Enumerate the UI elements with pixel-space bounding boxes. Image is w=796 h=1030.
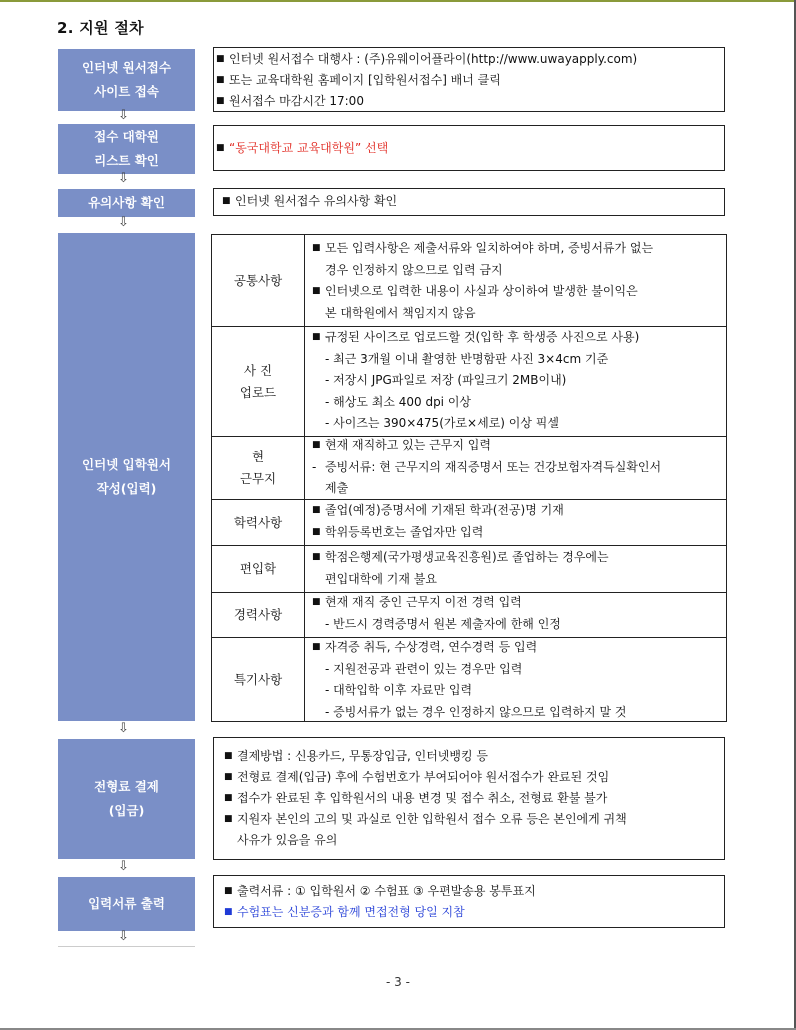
bullet-icon: ■	[312, 505, 321, 515]
row-content	[312, 435, 722, 500]
bullet-icon: ■	[312, 332, 321, 342]
box-line-highlight: “동국대학교 교육대학원” 선택	[229, 141, 389, 155]
row-label-line: 현	[251, 449, 265, 464]
bullet-icon: ■	[312, 286, 321, 296]
step-write-application	[58, 233, 195, 721]
step-label-line: 유의사항 확인	[88, 195, 165, 210]
row-line: 제출	[325, 481, 349, 495]
step-label-line: 인터넷 원서접수	[82, 60, 171, 75]
box-line: 출력서류 : ① 입학원서 ② 수험표 ③ 우편발송용 봉투표지	[237, 884, 536, 898]
bullet-icon: ■	[224, 772, 233, 782]
dash-mark: -	[312, 459, 317, 474]
row-content	[312, 327, 722, 435]
row-line: 본 대학원에서 책임지지 않음	[325, 305, 476, 320]
row-line: 자격증 취득, 수상경력, 연수경력 등 입력	[325, 640, 538, 654]
step-site-access	[58, 49, 195, 111]
box-site-access	[213, 47, 725, 112]
box-line-highlight: 수험표는 신분증과 함께 면접전형 당일 지참	[237, 905, 465, 919]
application-detail-table	[211, 234, 727, 722]
box-line: 전형료 결제(입금) 후에 수험번호가 부여되어야 원서접수가 완료된 것임	[237, 770, 610, 784]
row-line: - 대학입학 이후 자료만 입력	[325, 683, 473, 697]
row-label: 편입학	[212, 546, 305, 592]
bullet-icon	[312, 680, 325, 702]
row-label: 경력사항	[212, 593, 305, 637]
row-line: 학위등록번호는 졸업자만 입력	[325, 524, 484, 539]
bullet-icon	[312, 702, 325, 724]
row-label-line: 업로드	[239, 384, 277, 400]
bullet-icon: ■	[216, 54, 225, 64]
bullet-icon	[312, 614, 325, 636]
box-list-check	[213, 125, 725, 171]
divider	[58, 946, 195, 947]
down-arrow-icon: ⇩	[118, 215, 129, 230]
bullet-icon: ■	[312, 526, 321, 537]
bullet-icon: ■	[216, 143, 225, 153]
row-label: 특기사항	[212, 638, 305, 721]
bullet-icon: ■	[312, 552, 321, 562]
step-label-line: 입력서류 출력	[88, 896, 165, 911]
bullet-icon: ■	[216, 96, 225, 106]
row-label	[212, 327, 305, 436]
row-label-line: 근무지	[239, 471, 277, 486]
row-content	[312, 547, 722, 590]
box-print-documents	[213, 875, 725, 928]
row-line: - 사이즈는 390×475(가로×세로) 이상 픽셀	[325, 416, 559, 430]
step-label-line: 작성(입력)	[96, 481, 157, 496]
step-label-line: 리스트 확인	[94, 153, 159, 168]
bullet-icon: ■	[224, 907, 233, 917]
box-line: 인터넷 원서접수 대행사 : (주)유웨이어플라이(http://www.uwayapply.com)	[229, 52, 638, 66]
row-label: 학력사항	[212, 500, 305, 545]
bullet-icon	[312, 260, 325, 282]
bullet-icon: ■	[216, 75, 225, 85]
row-line: - 저장시 JPG파일로 저장 (파일크기 2MB이내)	[325, 373, 567, 387]
bullet-icon	[312, 370, 325, 392]
box-line: 지원자 본인의 고의 및 과실로 인한 입학원서 접수 오류 등은 본인에게 귀책	[237, 812, 627, 826]
row-content	[312, 500, 722, 543]
row-line: 증빙서류: 현 근무지의 재직증명서 또는 건강보험자격득실확인서	[325, 459, 662, 474]
box-line: 인터넷 원서접수 유의사항 확인	[235, 194, 398, 208]
step-list-check	[58, 124, 195, 174]
row-line: - 증빙서류가 없는 경우 인정하지 않으므로 입력하지 말 것	[325, 704, 627, 719]
page-number: - 3 -	[386, 975, 410, 989]
row-content	[312, 592, 722, 635]
row-line: 경우 인정하지 않으므로 입력 금지	[325, 262, 503, 277]
step-label-line: 전형료 결제	[94, 779, 159, 794]
bullet-icon: ■	[224, 814, 233, 824]
step-notice-check	[58, 189, 195, 217]
bullet-icon	[312, 392, 325, 414]
row-label: 공통사항	[212, 235, 305, 326]
step-label-line: 사이트 접속	[94, 84, 159, 99]
table-row-education	[212, 500, 726, 546]
table-row-special	[212, 638, 726, 721]
bullet-icon	[312, 303, 325, 325]
section-title: 2. 지원 절차	[57, 19, 144, 37]
box-line: 또는 교육대학원 홈페이지 [입학원서접수] 배너 클릭	[229, 73, 501, 87]
step-label-line: (입금)	[108, 803, 145, 818]
down-arrow-icon: ⇩	[118, 721, 129, 736]
bullet-icon: ■	[224, 793, 233, 803]
bullet-icon: ■	[312, 440, 321, 450]
row-line: 규정된 사이즈로 업로드할 것(입학 후 학생증 사진으로 사용)	[325, 330, 640, 344]
row-content	[312, 637, 722, 723]
row-label	[212, 437, 305, 499]
row-label-line: 사 진	[243, 362, 273, 378]
table-row-career	[212, 593, 726, 638]
table-row-photo	[212, 327, 726, 437]
row-line: 모든 입력사항은 제출서류와 일치하여야 하며, 증빙서류가 없는	[325, 241, 654, 255]
row-line: 학점은행제(국가평생교육진흥원)로 졸업하는 경우에는	[325, 550, 609, 564]
box-line: 접수가 완료된 후 입학원서의 내용 변경 및 접수 취소, 전형료 환불 불가	[237, 791, 608, 805]
bullet-icon	[312, 659, 325, 681]
box-fee-payment	[213, 737, 725, 860]
bullet-icon: ■	[224, 751, 233, 761]
bullet-icon: ■	[312, 243, 321, 253]
box-notice-check	[213, 188, 725, 216]
row-line: 인터넷으로 입력한 내용이 사실과 상이하여 발생한 불이익은	[325, 284, 638, 298]
top-border-line	[0, 0, 796, 2]
bullet-icon	[312, 569, 325, 591]
bullet-icon: ■	[312, 642, 321, 652]
row-line: - 해상도 최소 400 dpi 이상	[325, 394, 472, 409]
bullet-icon: ■	[224, 886, 233, 896]
table-row-workplace	[212, 437, 726, 500]
table-row-transfer	[212, 546, 726, 593]
step-fee-payment	[58, 739, 195, 859]
table-row-common	[212, 235, 726, 327]
box-line: 사유가 있음을 유의	[237, 833, 338, 847]
row-line: 졸업(예정)증명서에 기재된 학과(전공)명 기재	[325, 503, 564, 517]
bullet-icon	[312, 478, 325, 500]
row-line: - 최근 3개월 이내 촬영한 반명함판 사진 3×4cm 기준	[325, 351, 609, 366]
row-line: 편입대학에 기재 불요	[325, 571, 437, 586]
row-line: - 반드시 경력증명서 원본 제출자에 한해 인정	[325, 616, 561, 631]
down-arrow-icon: ⇩	[118, 171, 129, 186]
step-label-line: 접수 대학원	[94, 129, 159, 144]
step-print-documents	[58, 877, 195, 931]
row-line: - 지원전공과 관련이 있는 경우만 입력	[325, 661, 523, 676]
box-line: 결제방법 : 신용카드, 무통장입금, 인터넷뱅킹 등	[237, 749, 488, 763]
row-line: 현재 재직하고 있는 근무지 입력	[325, 438, 491, 452]
down-arrow-icon: ⇩	[118, 859, 129, 874]
bullet-icon	[312, 349, 325, 371]
row-content	[312, 238, 722, 324]
down-arrow-icon: ⇩	[118, 929, 129, 944]
bullet-icon: ■	[312, 597, 321, 607]
row-line: 현재 재직 중인 근무지 이전 경력 입력	[325, 595, 522, 609]
bullet-icon: ■	[222, 196, 231, 206]
down-arrow-icon: ⇩	[118, 108, 129, 123]
bullet-icon	[312, 413, 325, 435]
box-line: 원서접수 마감시간 17:00	[229, 94, 364, 108]
step-label-line: 인터넷 입학원서	[82, 457, 171, 472]
